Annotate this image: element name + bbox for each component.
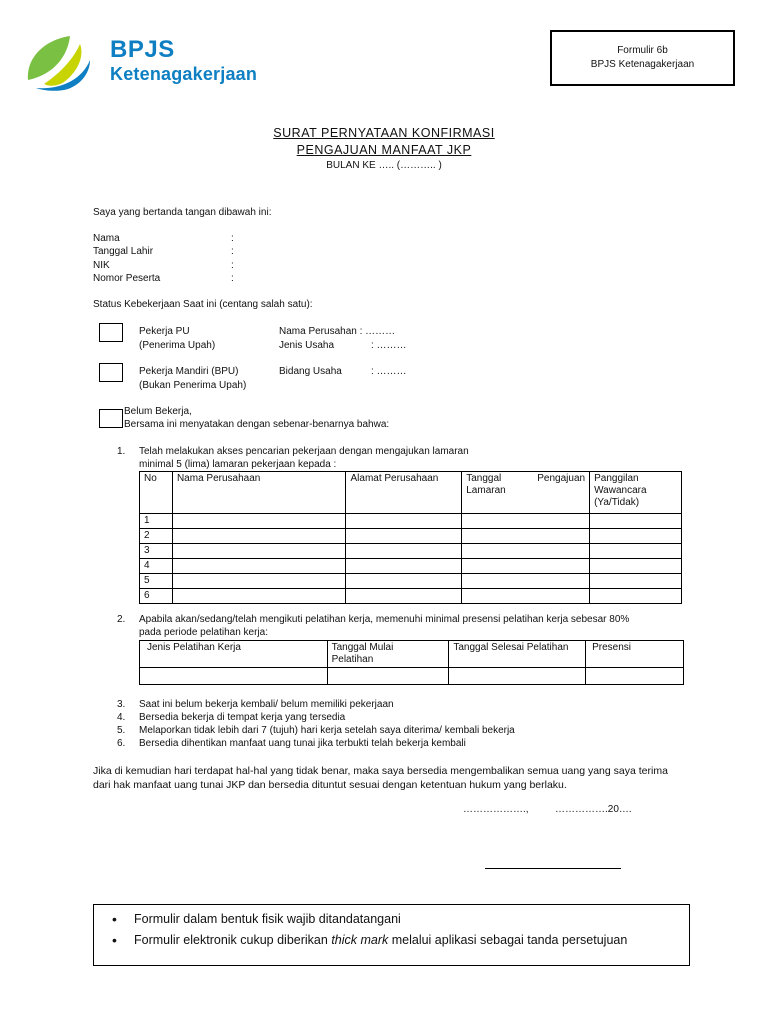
checkbox-pekerja-pu[interactable] [99,323,123,342]
col-header-start-l2: Pelatihan [331,654,374,665]
cell[interactable] [449,668,586,685]
item5-text: Melaporkan tidak lebih dari 7 (tujuh) hari kerja setelah saya diterima/ kembali bekerja [139,725,515,736]
pu-business-value: : ……… [371,340,407,351]
cell[interactable] [346,544,462,559]
cell[interactable] [172,589,346,604]
col-header-interview-l2: Wawancara [594,485,647,496]
item-number: 4. [117,712,126,723]
table-row [140,514,682,529]
doc-month: BULAN KE ….. (……….. ) [326,160,442,171]
col-header-start-date [327,641,449,668]
col-header-date-word2: Pengajuan [537,473,586,484]
cell[interactable] [462,544,590,559]
table-row [140,668,684,685]
cell[interactable] [462,589,590,604]
closing-text: Jika di kemudian hari terdapat hal-hal yang tidak benar, maka saya bersedia mengembalikan semua uang yang saya terima [93,765,668,777]
table-row [140,574,682,589]
cell[interactable] [172,529,346,544]
cell[interactable] [590,559,682,574]
col-header-interview [590,472,682,514]
note-electronic-form-pre: Formulir elektronik cukup diberikan [134,933,332,947]
cell[interactable] [346,559,462,574]
note-item [134,930,689,951]
cell[interactable] [172,574,346,589]
cell[interactable] [590,544,682,559]
item-number: 3. [117,699,126,710]
row-number: 5 [140,574,173,589]
pu-business-label: Jenis Usaha [279,340,335,351]
item-number: 5. [117,725,126,736]
item-number: 2. [117,614,126,625]
cell[interactable] [346,529,462,544]
field-sep: : [231,233,234,244]
col-header-interview-l1: Panggilan [594,473,639,484]
logo-name: BPJS [110,36,175,63]
checkbox-pekerja-mandiri[interactable] [99,363,123,382]
item3-text: Saat ini belum bekerja kembali/ belum memiliki pekerjaan [139,699,394,710]
field-sep: : [231,246,234,257]
status-heading: Status Kebekerjaan Saat ini (centang salah satu): [93,299,313,310]
cell[interactable] [590,514,682,529]
application-table [139,471,682,604]
cell[interactable] [346,514,462,529]
field-label-nomor-peserta: Nomor Peserta [93,273,161,284]
doc-subtitle: PENGAJUAN MANFAAT JKP [296,143,472,157]
logo-subname: Ketenagakerjaan [110,64,258,84]
table-header-row [140,641,684,668]
cell[interactable] [586,668,684,685]
cell[interactable] [590,574,682,589]
field-sep: : [231,273,234,284]
col-header-address: Alamat Perusahaan [346,472,462,514]
cell[interactable] [172,544,346,559]
col-header-company: Nama Perusahaan [172,472,346,514]
intro-text: Saya yang bertanda tangan dibawah ini: [93,207,272,218]
col-header-attendance: Presensi [586,641,684,668]
note-item [134,909,689,930]
item2-text: Apabila akan/sedang/telah mengikuti pelatihan kerja, memenuhi minimal presensi pelatihan kerja sebesar 80% [139,614,630,625]
col-header-end-date: Tanggal Selesai Pelatihan [449,641,586,668]
field-sep: : [231,260,234,271]
cell[interactable] [462,559,590,574]
bpu-field-value: : ……… [371,366,407,377]
checkbox-belum-bekerja[interactable] [99,409,123,428]
cell[interactable] [462,514,590,529]
row-number: 4 [140,559,173,574]
note-physical-form: Formulir dalam bentuk fisik wajib ditandatangani [134,912,401,926]
col-header-no: No [140,472,173,514]
field-label-nama: Nama [93,233,120,244]
note-thick-mark: thick mark [331,933,389,947]
signing-place: ………………., [463,804,529,815]
notes-box [93,904,690,966]
cell[interactable] [346,589,462,604]
item6-text: Bersedia dihentikan manfaat uang tunai jika terbukti telah bekerja kembali [139,738,466,749]
option-pu-label: Pekerja PU [139,326,190,337]
notes-list [94,909,689,951]
item2-text-cont: pada periode pelatihan kerja: [139,627,268,638]
table-header-row [140,472,682,514]
closing-text-cont: dari hak manfaat uang tunai JKP dan bersedia dituntut sesuai dengan ketentuan hukum yang berlaku. [93,779,567,791]
bpu-field-label: Bidang Usaha [279,366,342,377]
note-electronic-form-post: melalui aplikasi sebagai tanda persetujuan [388,933,628,947]
col-header-training-type: Jenis Pelatihan Kerja [140,641,328,668]
cell[interactable] [462,574,590,589]
bpjs-logo-icon [24,30,108,92]
signing-date: …………….20…. [555,804,632,815]
signature-line [485,868,621,869]
field-label-tanggal-lahir: Tanggal Lahir [93,246,154,257]
bpjs-logo [24,30,304,92]
declaration-text: Bersama ini menyatakan dengan sebenar-benarnya bahwa: [124,419,390,430]
cell[interactable] [172,559,346,574]
item1-text: Telah melakukan akses pencarian pekerjaan dengan mengajukan lamaran [139,446,469,457]
table-row [140,559,682,574]
item4-text: Bersedia bekerja di tempat kerja yang tersedia [139,712,346,723]
cell[interactable] [462,529,590,544]
training-table [139,640,684,685]
option-bpu-sublabel: (Bukan Penerima Upah) [139,380,247,391]
col-header-date-word1: Tanggal [466,473,502,484]
table-row [140,544,682,559]
pu-company-field: Nama Perusahan : ……… [279,326,396,337]
cell[interactable] [172,514,346,529]
col-header-interview-l3: (Ya/Tidak) [594,497,640,508]
cell[interactable] [327,668,449,685]
col-header-date [462,472,590,514]
cell[interactable] [346,574,462,589]
table-row [140,589,682,604]
cell[interactable] [590,529,682,544]
row-number: 1 [140,514,173,529]
option-pu-sublabel: (Penerima Upah) [139,340,216,351]
item-number: 6. [117,738,126,749]
doc-title: SURAT PERNYATAAN KONFIRMASI [273,126,495,140]
option-unemployed-label: Belum Bekerja, [124,406,192,417]
cell[interactable] [140,668,328,685]
item1-text-cont: minimal 5 (lima) lamaran pekerjaan kepada : [139,459,337,470]
item-number: 1. [117,446,126,457]
form-code-box [550,30,735,86]
row-number: 2 [140,529,173,544]
table-row [140,529,682,544]
option-bpu-label: Pekerja Mandiri (BPU) [139,366,239,377]
row-number: 3 [140,544,173,559]
row-number: 6 [140,589,173,604]
cell[interactable] [590,589,682,604]
col-header-start-l1: Tanggal Mulai [331,642,394,653]
col-header-date-word3: Lamaran [466,485,506,496]
field-label-nik: NIK [93,260,110,271]
form-code: Formulir 6b [617,45,668,56]
form-issuer: BPJS Ketenagakerjaan [590,59,695,70]
